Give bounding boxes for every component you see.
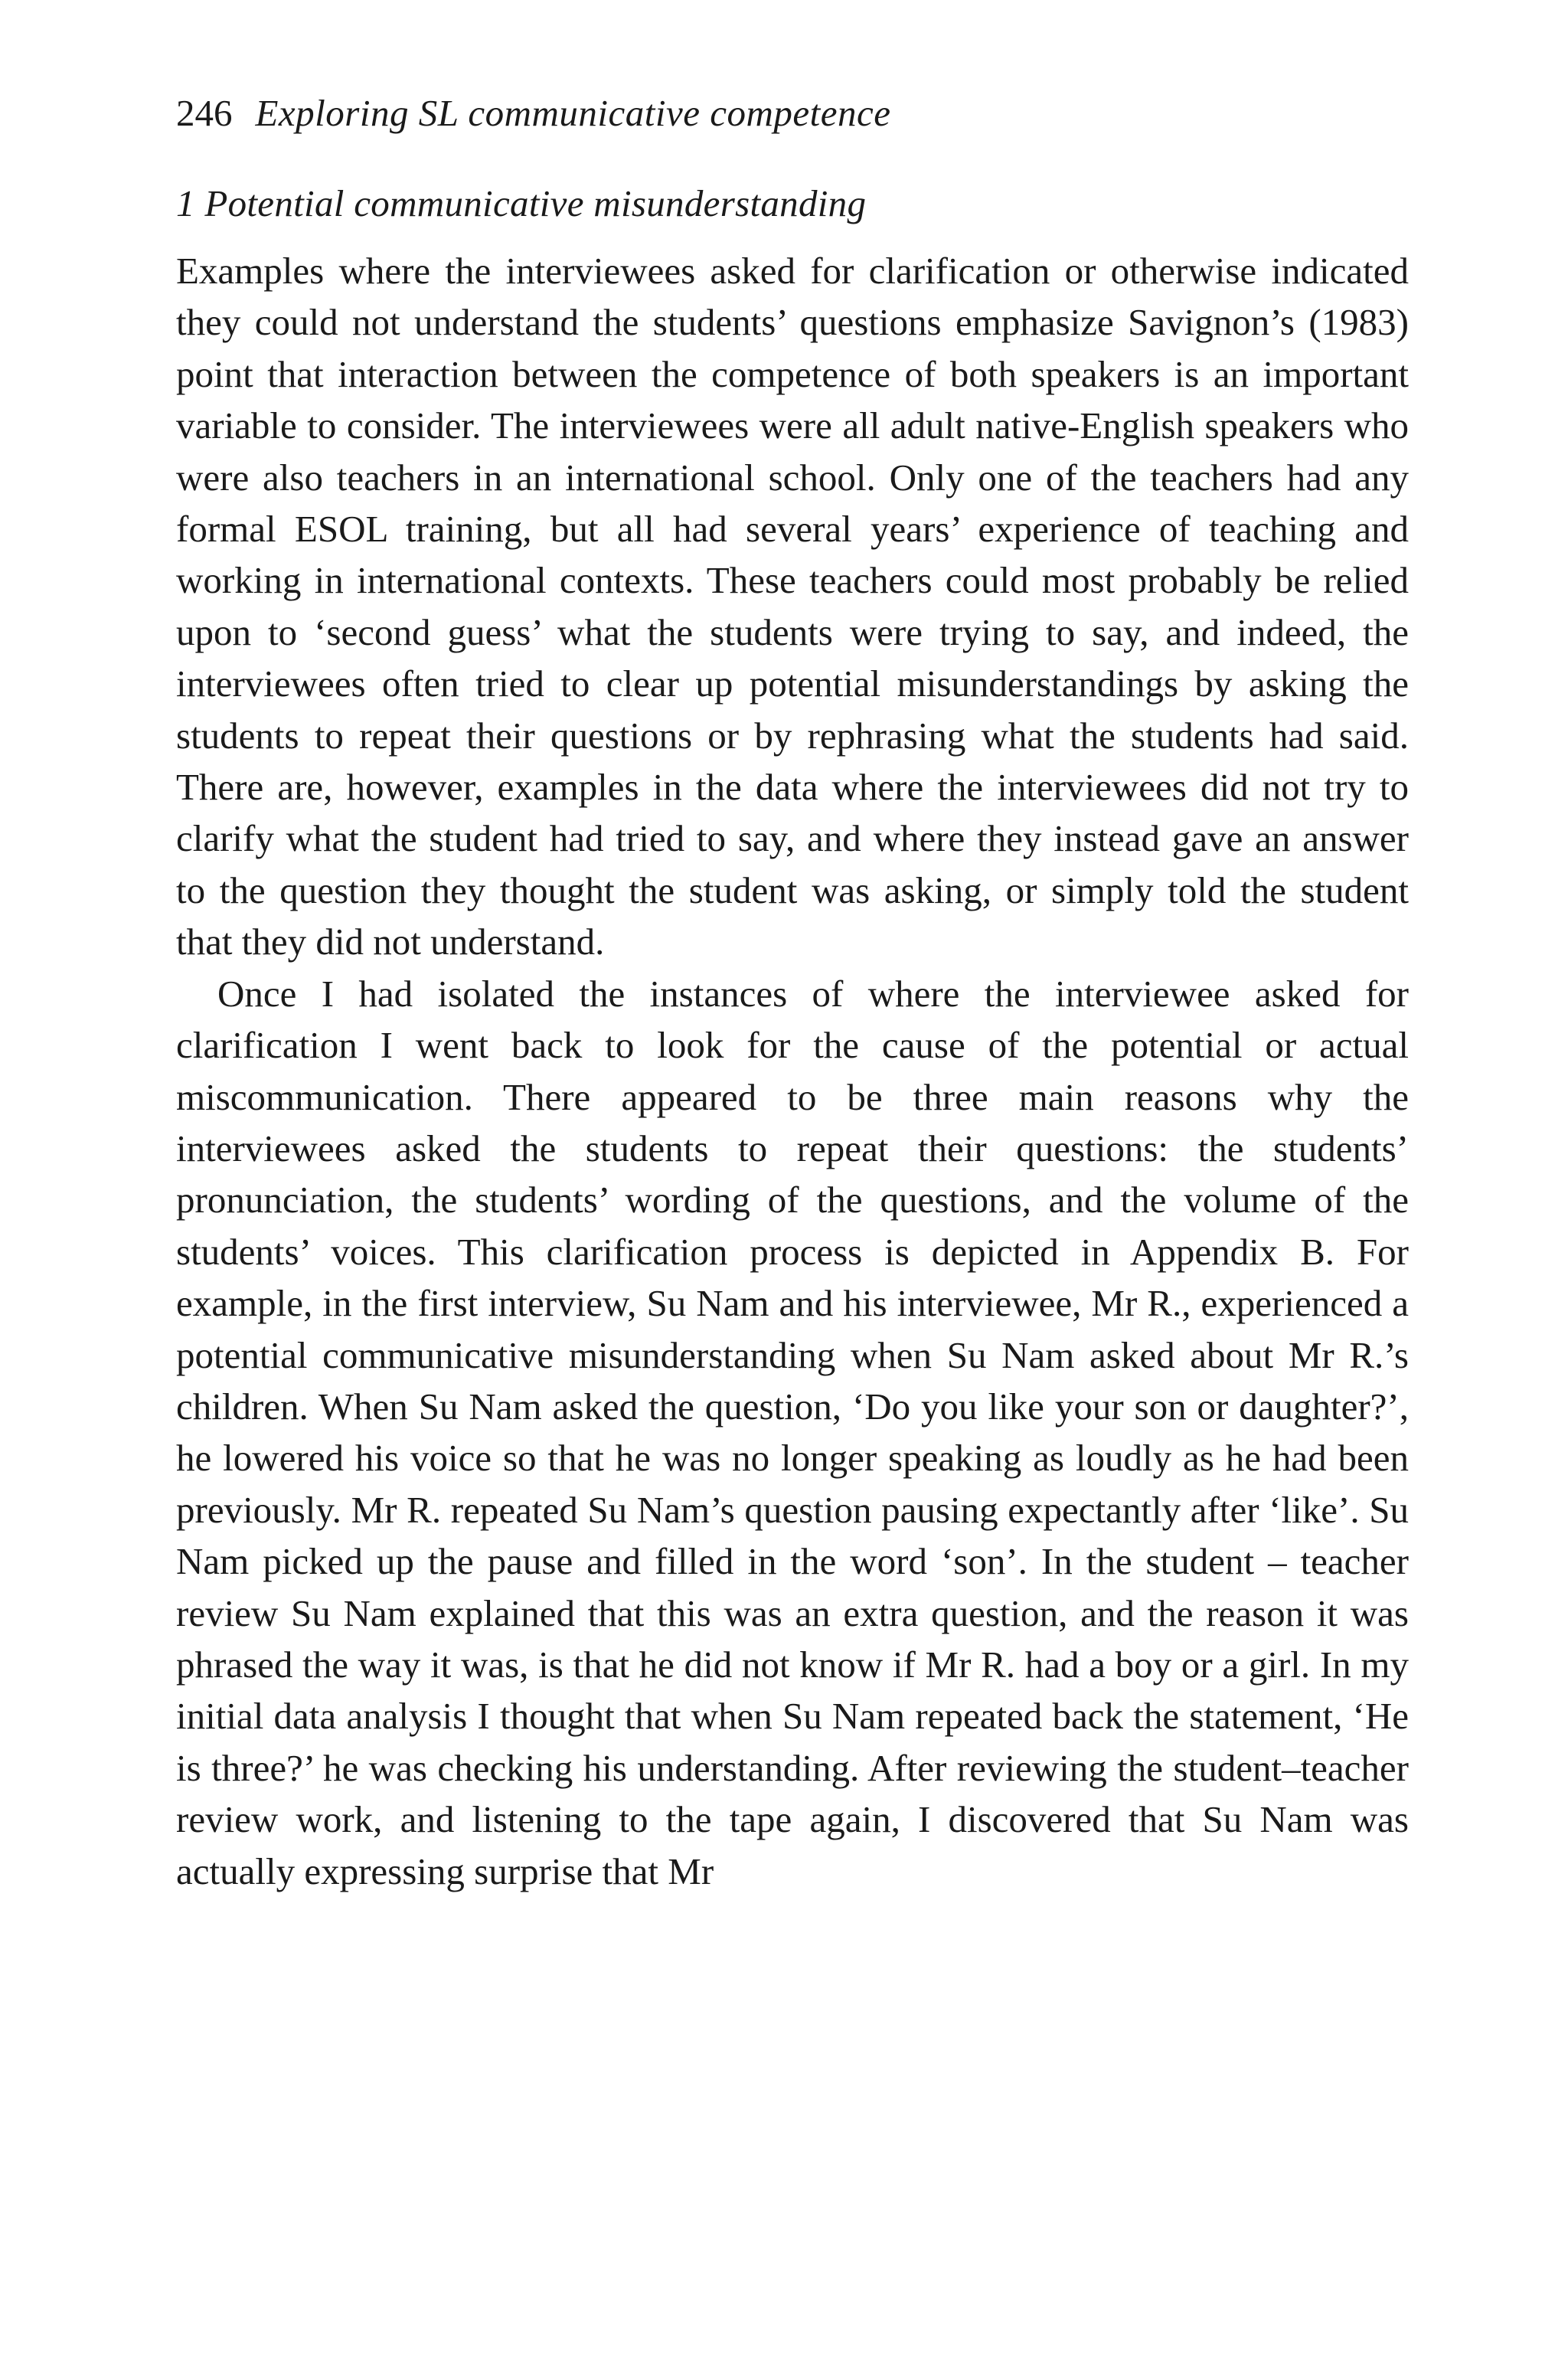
book-page <box>176 90 1409 1897</box>
body-paragraph-1: Examples where the interviewees asked for clarification or otherwise indicated they could not understand the students’ questions emphasize Savignon’s (1983) point that interaction between the competence of both speakers is an important variable to consider. The interviewees were all adult native-English speakers who were also teachers in an international school. Only one of the teachers had any formal ESOL training, but all had several years’ experience of teaching and working in international contexts. These teachers could most probably be relied upon to ‘second guess’ what the students were trying to say, and indeed, the interviewees often tried to clear up potential misunderstandings by asking the students to repeat their questions or by rephrasing what the students had said. There are, however, examples in the data where the interviewees did not try to clarify what the student had tried to say, and where they instead gave an answer to the question they thought the student was asking, or simply told the student that they did not understand. <box>176 250 1409 963</box>
running-title: Exploring SL communicative competence <box>255 92 891 134</box>
running-head <box>176 90 1409 136</box>
page-number: 246 <box>176 92 233 134</box>
section-heading: 1 Potential communicative misunderstanding <box>176 182 867 224</box>
body-paragraph-2: Once I had isolated the instances of where the interviewee asked for clarification I went back to look for the cause of the potential or actual miscommunication. There appeared to be three main reasons why the interviewees asked the students to repeat their questions: the students’ pronunciation, the students’ wording of the questions, and the volume of the students’ voices. This clarification process is depicted in Appendix B. For example, in the first interview, Su Nam and his interviewee, Mr R., experienced a potential communicative misunderstanding when Su Nam asked about Mr R.’s children. When Su Nam asked the question, ‘Do you like your son or daughter?’, he lowered his voice so that he was no longer speaking as loudly as he had been previously. Mr R. repeated Su Nam’s question pausing expectantly after ‘like’. Su Nam picked up the pause and filled in the word ‘son’. In the student – teacher review Su Nam explained that this was an extra question, and the reason it was phrased the way it was, is that he did not know if Mr R. had a boy or a girl. In my initial data analysis I thought that when Su Nam repeated back the statement, ‘He is three?’ he was checking his understanding. After reviewing the student–teacher review work, and listening to the tape again, I discovered that Su Nam was actually expressing surprise that Mr <box>176 972 1409 1892</box>
